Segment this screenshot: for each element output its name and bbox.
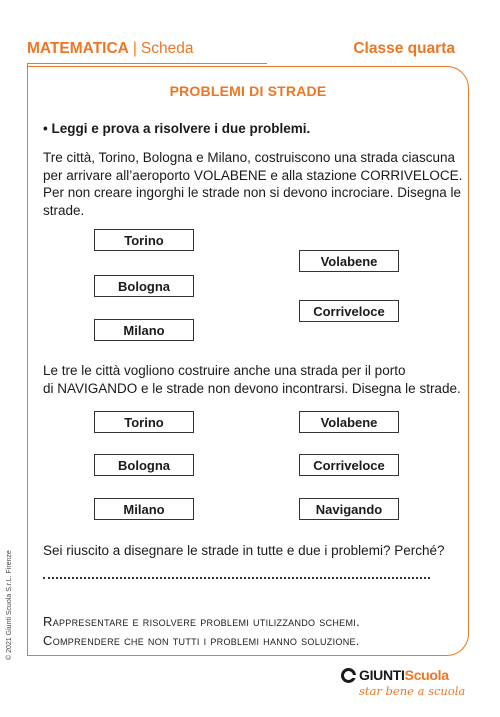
header-separator: |	[132, 40, 137, 57]
reflection-question: Sei riuscito a disegnare le strade in tutte e due i problemi? Perché?	[43, 543, 445, 558]
p1-city-box-torino: Torino	[94, 229, 194, 251]
p1-city-box-milano: Milano	[94, 319, 194, 341]
p2-dest-box-corriveloce: Corriveloce	[299, 454, 399, 476]
giunti-g-icon	[341, 668, 356, 683]
problem2-line: di NAVIGANDO e le strade non devono incontrarsi. Disegna le strade.	[43, 380, 461, 396]
problem1-line: Tre città, Torino, Bologna e Milano, costruiscono una strada ciascuna	[43, 150, 455, 165]
header-underline	[27, 63, 267, 64]
p2-city-box-bologna: Bologna	[94, 454, 194, 476]
p1-dest-box-corriveloce: Corriveloce	[299, 300, 399, 322]
p2-dest-box-navigando: Navigando	[299, 498, 399, 520]
problem1-text	[43, 149, 463, 219]
answer-dotted-line[interactable]	[43, 577, 430, 579]
subject-label: MATEMATICA	[27, 40, 129, 57]
giunti-scuola-logo	[341, 667, 466, 707]
problem1-line: Per non creare ingorghi le strade non si devono incrociare. Disegna le	[43, 185, 461, 200]
learning-goals	[43, 612, 360, 650]
logo-tagline: star bene a scuola	[359, 684, 466, 698]
p2-dest-box-volabene: Volabene	[299, 411, 399, 433]
p2-city-box-torino: Torino	[94, 411, 194, 433]
copyright-notice: © 2021 Giunti Scuola S.r.L. Firenze	[6, 550, 13, 660]
header-subject	[27, 40, 194, 58]
logo-brand: GIUNTI	[359, 667, 405, 683]
p1-city-box-bologna: Bologna	[94, 275, 194, 297]
problem2-line: Le tre le città vogliono costruire anche una strada per il porto	[43, 363, 406, 378]
learning-goal: Rappresentare e risolvere problemi utilizzando schemi.	[43, 614, 360, 629]
p2-city-box-milano: Milano	[94, 498, 194, 520]
instruction-text: • Leggi e prova a risolvere i due problemi.	[43, 121, 311, 136]
logo-brand-suffix: Scuola	[404, 667, 449, 683]
content-frame-left-edge	[27, 63, 28, 656]
sheet-type-label: Scheda	[140, 40, 194, 57]
problem1-line: per arrivare all’aeroporto VOLABENE e alla stazione CORRIVELOCE.	[43, 167, 463, 183]
grade-label: Classe quarta	[353, 40, 455, 57]
page-title: PROBLEMI DI STRADE	[169, 83, 327, 99]
problem2-text	[43, 362, 463, 397]
learning-goal: Comprendere che non tutti i problemi hanno soluzione.	[43, 633, 360, 648]
problem1-line: strade.	[43, 202, 85, 218]
p1-dest-box-volabene: Volabene	[299, 250, 399, 272]
